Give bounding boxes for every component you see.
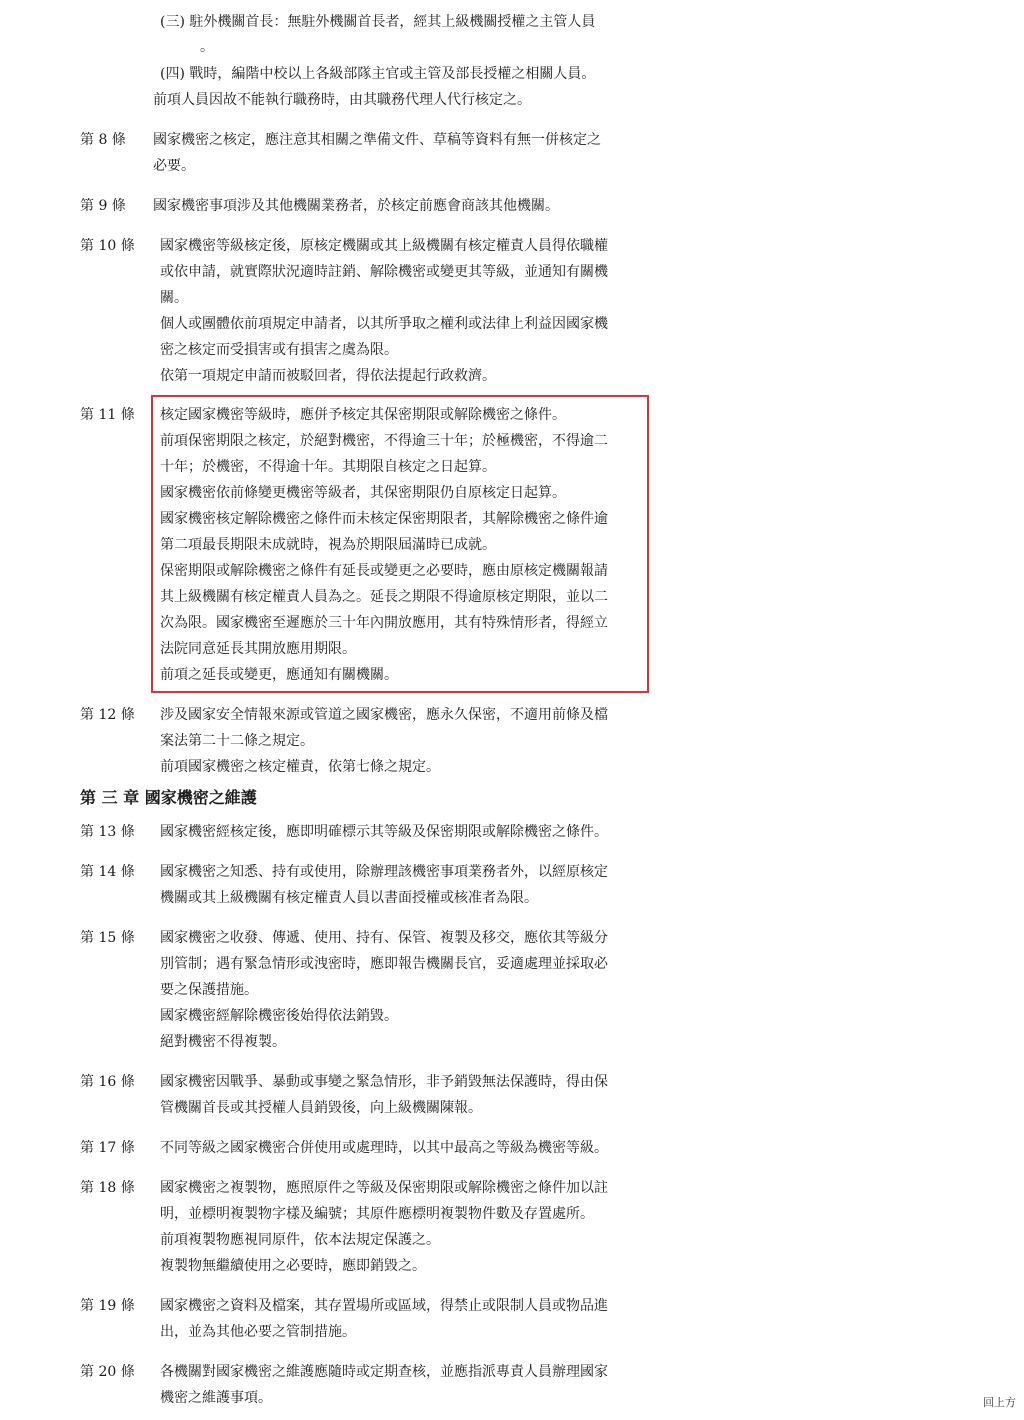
article-8-line: 必要。 — [153, 158, 195, 174]
article-11-line: 保密期限或解除機密之條件有延長或變更之必要時，應由原核定機關報請 — [160, 563, 608, 579]
article-9-label: 第 9 條 — [80, 198, 126, 214]
article-12-line: 前項國家機密之核定權責，依第七條之規定。 — [160, 759, 440, 775]
article-18-line: 前項複製物應視同原件，依本法規定保護之。 — [160, 1232, 440, 1248]
substitute-text: 前項人員因故不能執行職務時，由其職務代理人代行核定之。 — [153, 92, 531, 108]
article-14-label: 第 14 條 — [80, 864, 135, 880]
article-13-line: 國家機密經核定後，應即明確標示其等級及保密期限或解除機密之條件。 — [160, 824, 608, 840]
article-11-line: 其上級機關有核定權責人員為之。延長之期限不得逾原核定期限，並以二 — [160, 589, 608, 605]
article-8-line: 國家機密之核定，應注意其相關之準備文件、草稿等資料有無一併核定之 — [153, 132, 601, 148]
article-15-line: 絕對機密不得複製。 — [160, 1034, 286, 1050]
article-10-line: 關。 — [160, 290, 188, 306]
article-8-label: 第 8 條 — [80, 132, 126, 148]
article-10-line: 依第一項規定申請而被駁回者，得依法提起行政救濟。 — [160, 368, 496, 384]
article-18-line: 明，並標明複製物字樣及編號；其原件應標明複製物件數及存置處所。 — [160, 1206, 594, 1222]
article-20-line: 各機關對國家機密之維護應隨時或定期查核，並應指派專責人員辦理國家 — [160, 1364, 608, 1380]
article-13-label: 第 13 條 — [80, 824, 135, 840]
article-17-label: 第 17 條 — [80, 1140, 135, 1156]
item-4-text: (四) 戰時，編階中校以上各級部隊主官或主管及部長授權之相關人員。 — [160, 66, 596, 82]
article-11-line: 次為限。國家機密至遲應於三十年內開放應用，其有特殊情形者，得經立 — [160, 615, 608, 631]
item-3-text: (三) 駐外機關首長：無駐外機關首長者，經其上級機關授權之主管人員 — [160, 14, 596, 30]
article-10-line: 或依申請，就實際狀況適時註銷、解除機密或變更其等級，並通知有關機 — [160, 264, 608, 280]
article-15-line: 國家機密之收發、傳遞、使用、持有、保管、複製及移交，應依其等級分 — [160, 930, 608, 946]
chapter-heading: 第 三 章 國家機密之維護 — [80, 788, 257, 807]
article-16-line: 國家機密因戰爭、暴動或事變之緊急情形，非予銷毀無法保護時，得由保 — [160, 1074, 608, 1090]
article-11-line: 十年；於機密，不得逾十年。其期限自核定之日起算。 — [160, 459, 496, 475]
article-19-line: 國家機密之資料及檔案，其存置場所或區域，得禁止或限制人員或物品進 — [160, 1298, 608, 1314]
article-10-line: 個人或團體依前項規定申請者，以其所爭取之權利或法律上利益因國家機 — [160, 316, 608, 332]
article-15-line: 別管制；遇有緊急情形或洩密時，應即報告機關長官，妥適處理並採取必 — [160, 956, 608, 972]
article-11-label: 第 11 條 — [80, 407, 135, 423]
article-14-line: 國家機密之知悉、持有或使用，除辦理該機密事項業務者外，以經原核定 — [160, 864, 608, 880]
article-12-line: 案法第二十二條之規定。 — [160, 733, 314, 749]
article-11-line: 核定國家機密等級時，應併予核定其保密期限或解除機密之條件。 — [160, 407, 566, 423]
article-16-line: 管機關首長或其授權人員銷毀後，向上級機關陳報。 — [160, 1100, 482, 1116]
article-15-line: 國家機密經解除機密後始得依法銷毀。 — [160, 1008, 398, 1024]
article-18-label: 第 18 條 — [80, 1180, 135, 1196]
article-10-line: 國家機密等級核定後，原核定機關或其上級機關有核定權責人員得依職權 — [160, 238, 608, 254]
article-18-line: 國家機密之複製物，應照原件之等級及保密期限或解除機密之條件加以註 — [160, 1180, 608, 1196]
item-3-text-end: 。 — [200, 39, 214, 55]
article-20-label: 第 20 條 — [80, 1364, 135, 1380]
article-9-line: 國家機密事項涉及其他機關業務者，於核定前應會商該其他機關。 — [153, 198, 559, 214]
article-10-label: 第 10 條 — [80, 238, 135, 254]
article-11-line: 前項之延長或變更，應通知有關機關。 — [160, 667, 398, 683]
article-12-label: 第 12 條 — [80, 707, 135, 723]
article-16-label: 第 16 條 — [80, 1074, 135, 1090]
article-19-label: 第 19 條 — [80, 1298, 135, 1314]
article-11-line: 法院同意延長其開放應用期限。 — [160, 641, 356, 657]
article-11-line: 前項保密期限之核定，於絕對機密，不得逾三十年；於極機密，不得逾二 — [160, 433, 608, 449]
article-20-line: 機密之維護事項。 — [160, 1390, 272, 1406]
article-11-line: 第二項最長期限未成就時，視為於期限屆滿時已成就。 — [160, 537, 496, 553]
article-15-label: 第 15 條 — [80, 930, 135, 946]
article-18-line: 複製物無繼續使用之必要時，應即銷毀之。 — [160, 1258, 426, 1274]
article-12-line: 涉及國家安全情報來源或管道之國家機密，應永久保密，不適用前條及檔 — [160, 707, 608, 723]
article-17-line: 不同等級之國家機密合併使用或處理時，以其中最高之等級為機密等級。 — [160, 1140, 608, 1156]
article-19-line: 出，並為其他必要之管制措施。 — [160, 1324, 356, 1340]
article-15-line: 要之保護措施。 — [160, 982, 258, 998]
article-14-line: 機關或其上級機關有核定權責人員以書面授權或核准者為限。 — [160, 890, 538, 906]
article-11-line: 國家機密核定解除機密之條件而未核定保密期限者，其解除機密之條件逾 — [160, 511, 608, 527]
article-10-line: 密之核定而受損害或有損害之虞為限。 — [160, 342, 398, 358]
back-to-top-link[interactable]: 回上方 — [983, 1396, 1016, 1409]
article-11-line: 國家機密依前條變更機密等級者，其保密期限仍自原核定日起算。 — [160, 485, 566, 501]
